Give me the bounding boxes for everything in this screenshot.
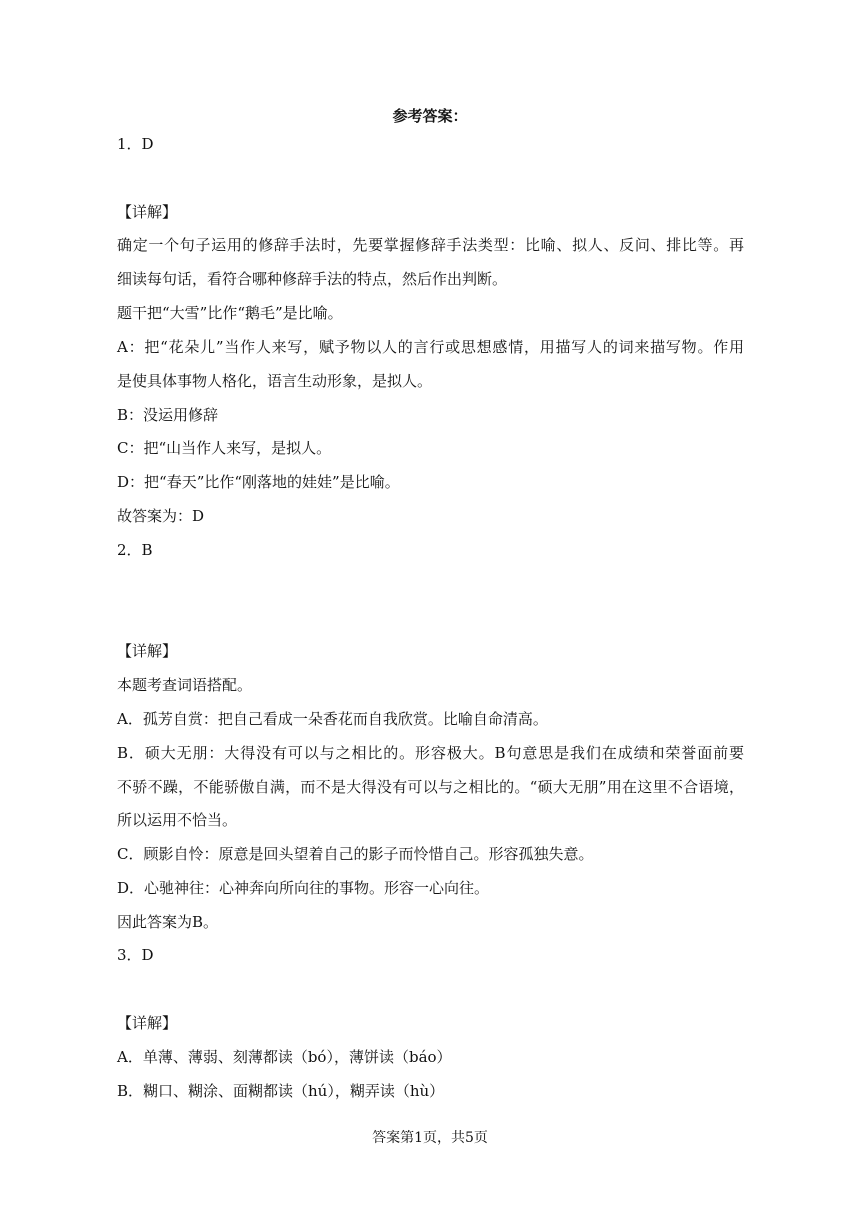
detail-heading: 【详解】 bbox=[117, 203, 178, 221]
text-line: 是使具体事物人格化，语言生动形象，是拟人。 bbox=[117, 372, 433, 390]
answer-number: 2．B bbox=[117, 541, 153, 559]
text-line: D：把“春天”比作“刚落地的娃娃”是比喻。 bbox=[117, 473, 400, 491]
answer-number: 1．D bbox=[117, 135, 154, 153]
text-line: C：把“山当作人来写，是拟人。 bbox=[117, 439, 332, 457]
text-line: A．单薄、薄弱、刻薄都读（bó），薄饼读（báo） bbox=[117, 1048, 452, 1066]
text-line: 题干把“大雪”比作“鹅毛”是比喻。 bbox=[117, 304, 343, 322]
page-footer: 答案第1页，共5页 bbox=[372, 1130, 488, 1146]
detail-heading: 【详解】 bbox=[117, 1014, 178, 1032]
text-line: 确定一个句子运用的修辞手法时，先要掌握修辞手法类型：比喻、拟人、反问、排比等。再 bbox=[117, 236, 744, 254]
text-line: D．心驰神往：心神奔向所向往的事物。形容一心向往。 bbox=[117, 879, 490, 897]
text-line: 细读每句话，看符合哪种修辞手法的特点，然后作出判断。 bbox=[117, 270, 508, 288]
text-line: B：没运用修辞 bbox=[117, 406, 219, 424]
text-line: 因此答案为B。 bbox=[117, 913, 219, 931]
text-line: C．顾影自怜：原意是回头望着自己的影子而怜惜自己。形容孤独失意。 bbox=[117, 845, 594, 863]
text-line: B．硕大无朋：大得没有可以与之相比的。形容极大。B句意思是我们在成绩和荣誉面前要 bbox=[117, 744, 744, 762]
text-line: 所以运用不恰当。 bbox=[117, 811, 238, 829]
text-line: 不骄不躁，不能骄傲自满，而不是大得没有可以与之相比的。“硕大无朋”用在这里不合语境， bbox=[117, 778, 744, 796]
text-line: B．糊口、糊涂、面糊都读（hú），糊弄读（hù） bbox=[117, 1082, 445, 1100]
text-line: A．孤芳自赏：把自己看成一朵香花而自我欣赏。比喻自命清高。 bbox=[117, 710, 548, 728]
text-line: A：把“花朵儿”当作人来写，赋予物以人的言行或思想感情，用描写人的词来描写物。作用 bbox=[117, 338, 744, 356]
page-title: 参考答案： bbox=[392, 107, 468, 125]
text-line: 本题考查词语搭配。 bbox=[117, 676, 253, 694]
text-line: 故答案为：D bbox=[117, 507, 205, 525]
detail-heading: 【详解】 bbox=[117, 642, 178, 660]
answer-number: 3．D bbox=[117, 946, 154, 964]
